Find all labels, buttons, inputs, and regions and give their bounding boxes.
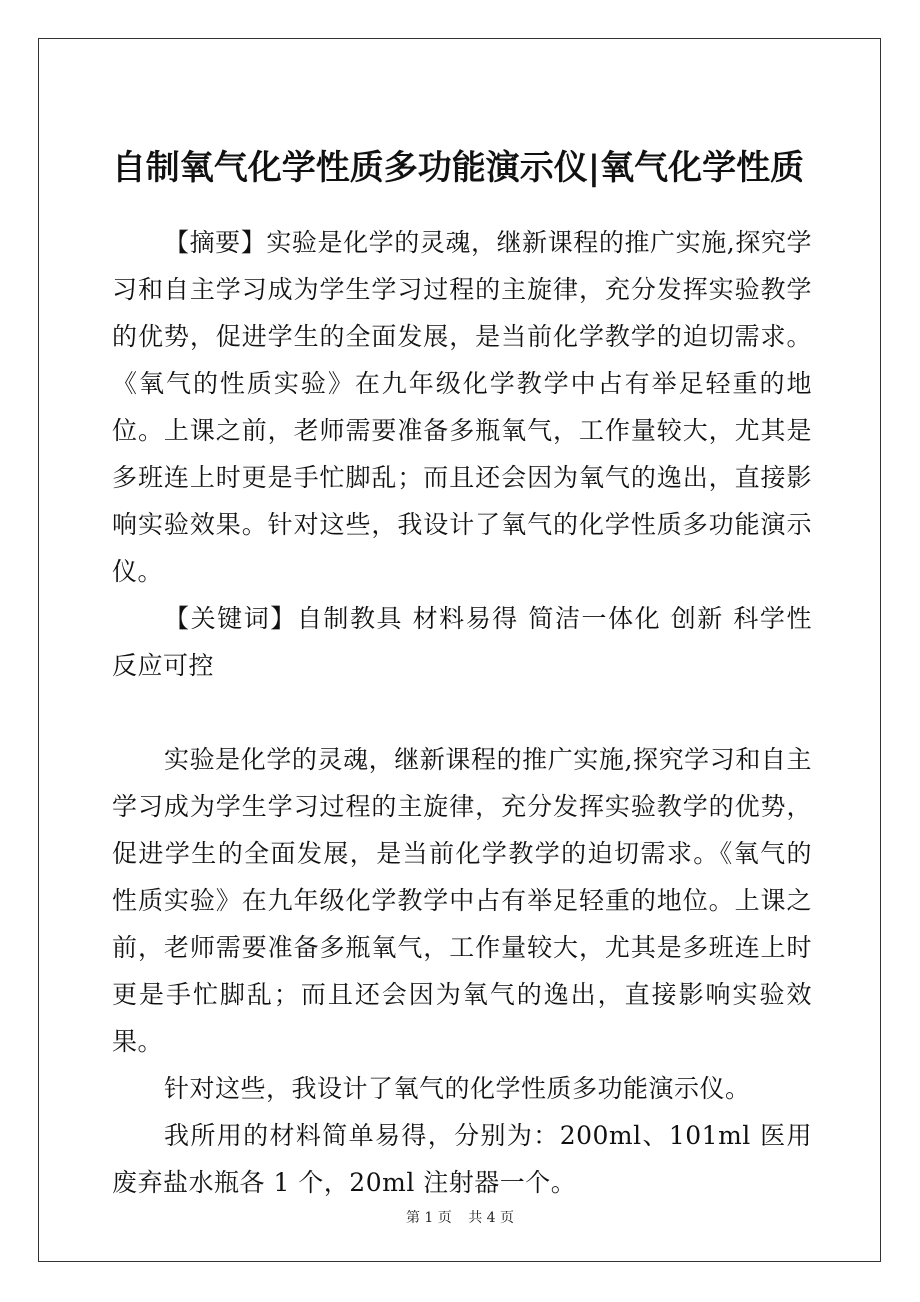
page-number-current: 第 1 页	[405, 1210, 452, 1226]
keywords-paragraph: 【关键词】自制教具 材料易得 简洁一体化 创新 科学性 反应可控	[112, 604, 812, 680]
body-paragraph-3: 我所用的材料简单易得，分别为：200ml、101ml 医用废弃盐水瓶各 1 个，20ml 注射器一个。	[112, 1121, 812, 1197]
body-paragraph-1: 实验是化学的灵魂，继新课程的推广实施,探究学习和自主学习成为学生学习过程的主旋律，充分发挥实验教学的优势，促进学生的全面发展，是当前化学教学的迫切需求。《氧气的性质实验》在九年级化学教学中占有举足轻重的地位。上课之前，老师需要准备多瓶氧气，工作量较大，尤其是多班连上时更是手忙脚乱；而且还会因为氧气的逸出，直接影响实验效果。	[112, 745, 812, 1056]
body-paragraph-2: 针对这些，我设计了氧气的化学性质多功能演示仪。	[164, 1074, 751, 1103]
page-footer	[0, 1207, 920, 1227]
document-title: 自制氧气化学性质多功能演示仪|氧气化学性质	[111, 148, 805, 188]
document-content	[112, 140, 812, 1206]
page-number-total: 共 4 页	[468, 1210, 515, 1226]
abstract-paragraph: 【摘要】实验是化学的灵魂，继新课程的推广实施,探究学习和自主学习成为学生学习过程的主旋律，充分发挥实验教学的优势，促进学生的全面发展，是当前化学教学的迫切需求。《氧气的性质实验》在九年级化学教学中占有举足轻重的地位。上课之前，老师需要准备多瓶氧气，工作量较大，尤其是多班连上时更是手忙脚乱；而且还会因为氧气的逸出，直接影响实验效果。针对这些，我设计了氧气的化学性质多功能演示仪。	[112, 228, 812, 586]
section-spacer	[112, 689, 812, 736]
